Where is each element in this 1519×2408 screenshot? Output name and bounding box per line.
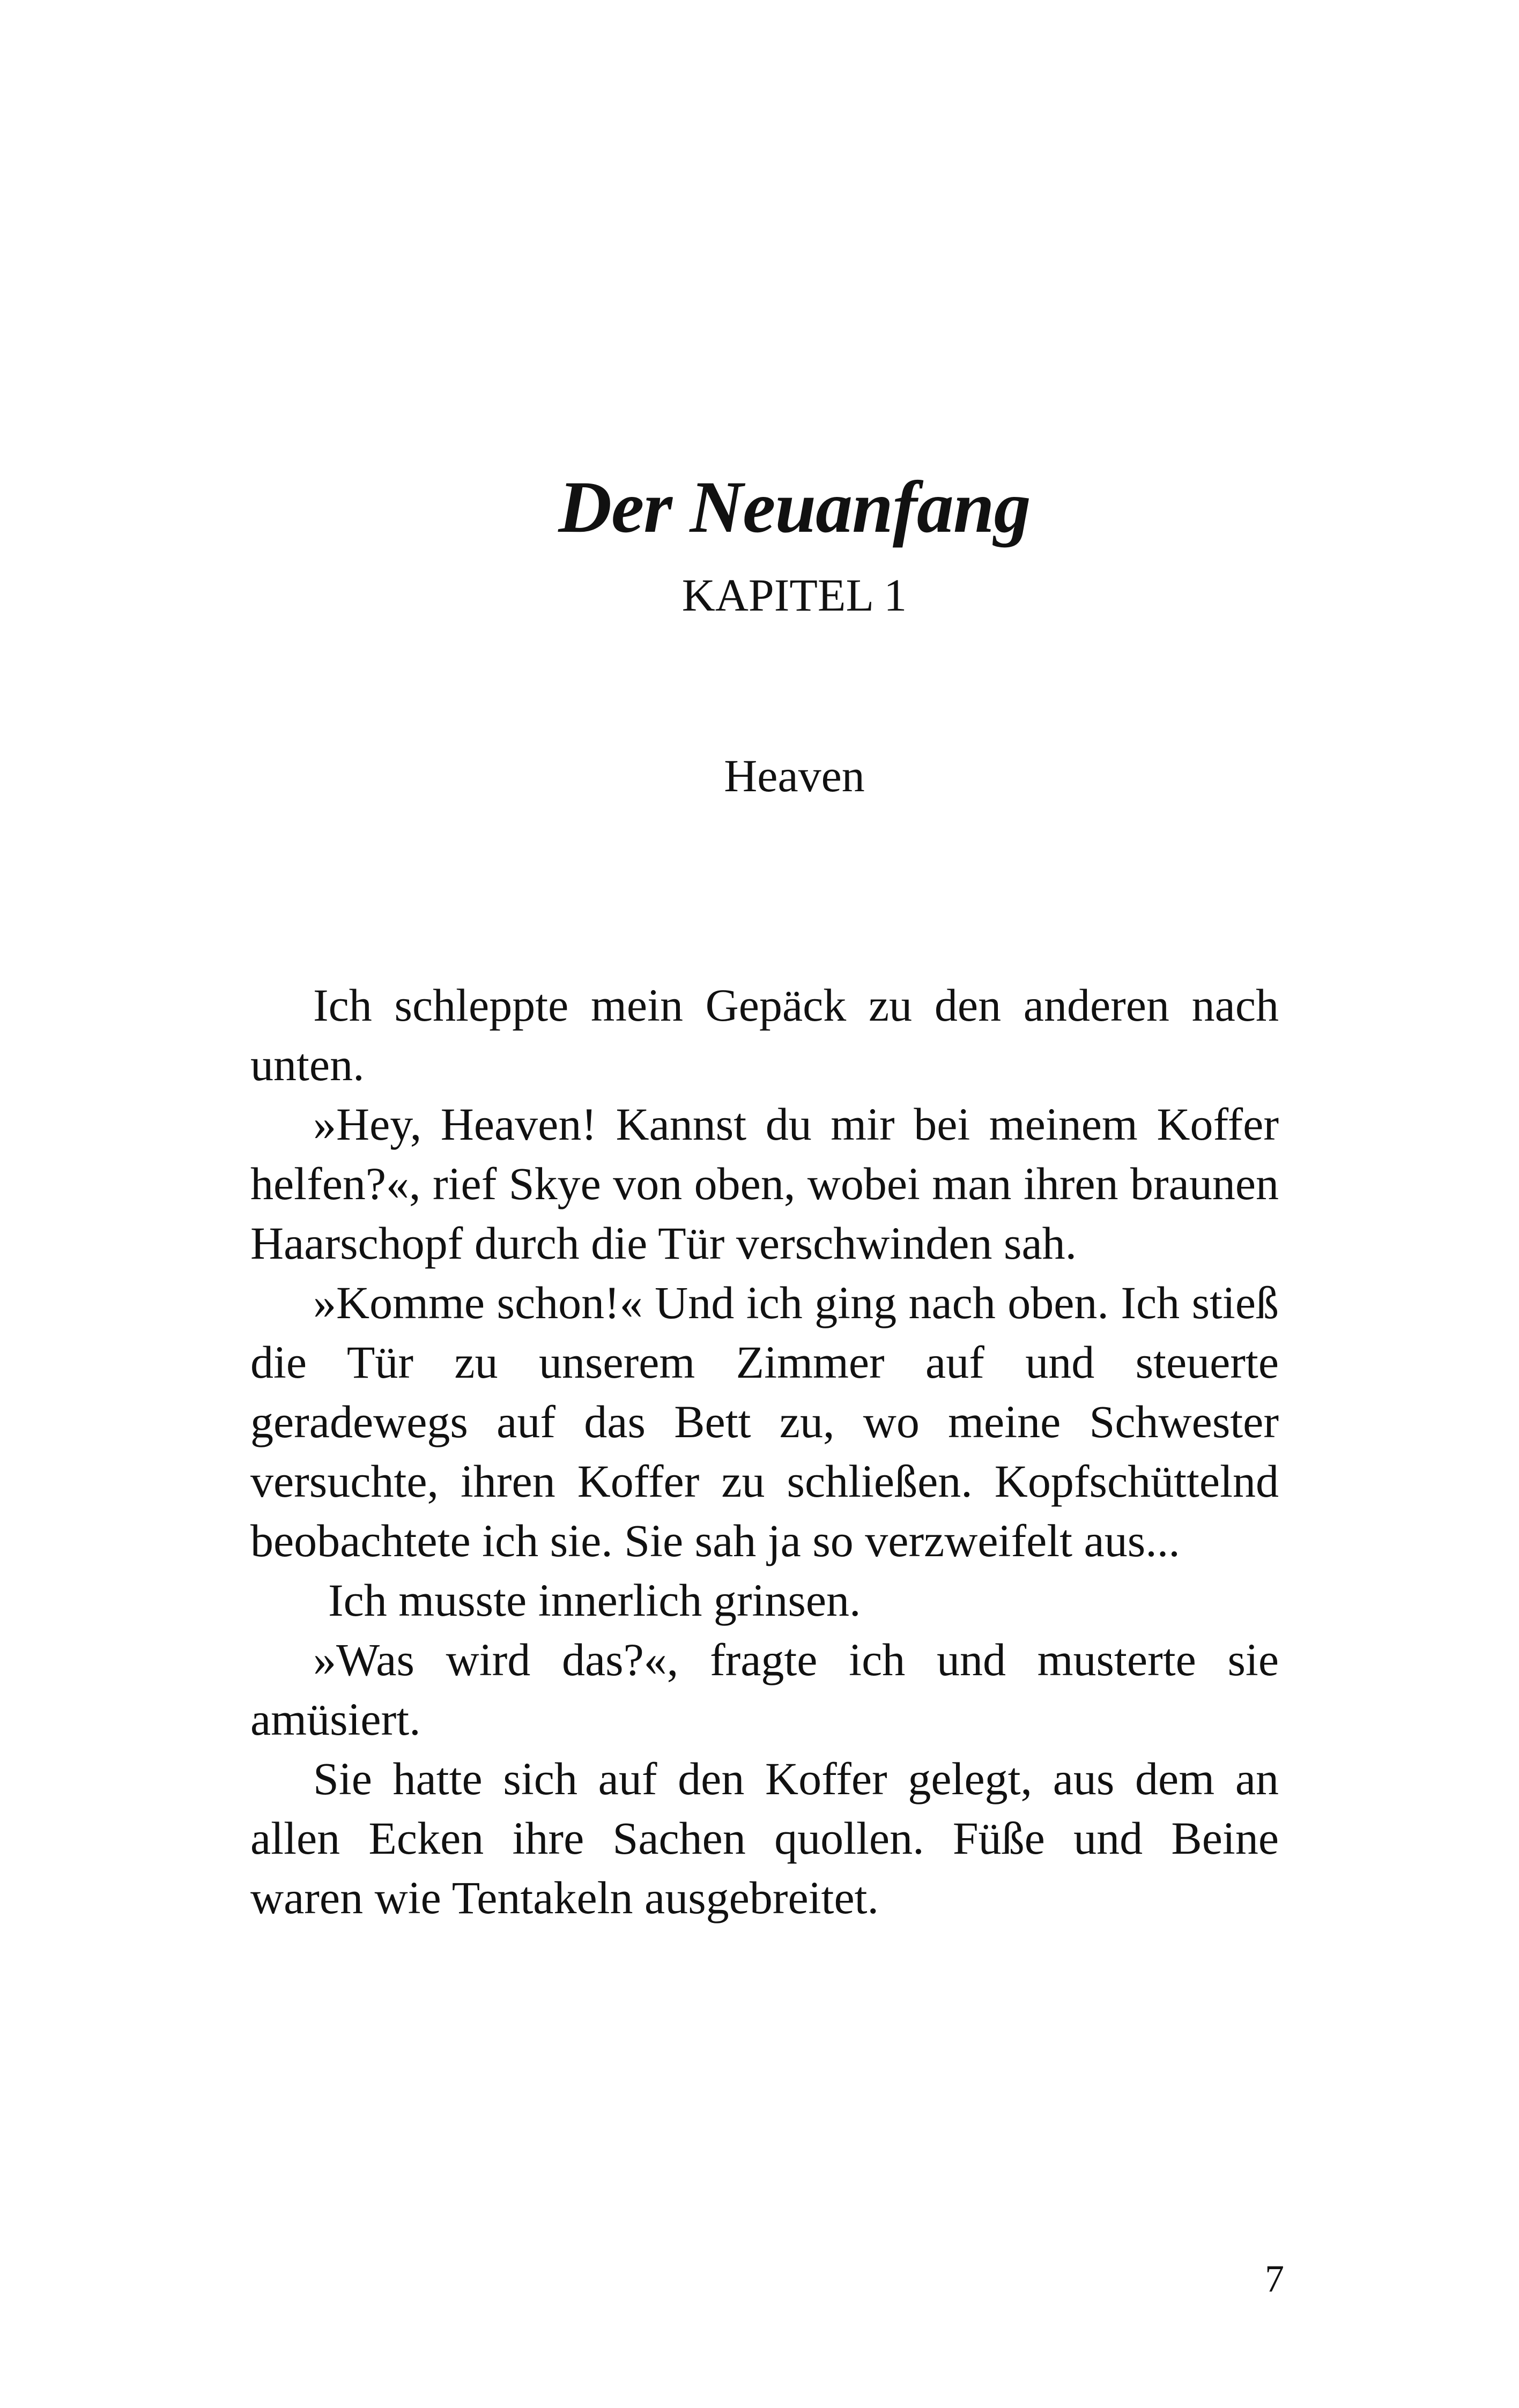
chapter-number: KAPITEL 1 xyxy=(681,569,907,621)
paragraph: »Was wird das?«, fragte ich und musterte sie amüsiert. xyxy=(250,1634,1279,1745)
paragraph: Sie hatte sich auf den Koffer gelegt, aus dem an allen Ecken ihre Sachen quollen. Füße und Beine waren wie Tentakeln ausgebreitet. xyxy=(250,1753,1279,1923)
paragraph: »Komme schon!« Und ich ging nach oben. Ich stieß die Tür zu unserem Zimmer auf und steuerte geradewegs auf das Bett zu, wo meine Schwester versuchte, ihren Koffer zu schließen. Kopfschüttelnd beobachtete ich sie. Sie sah ja so verzweifelt aus... xyxy=(250,1277,1279,1566)
chapter-title: Der Neuanfang xyxy=(558,466,1031,548)
page-number: 7 xyxy=(1265,2257,1284,2300)
paragraph: Ich schleppte mein Gepäck zu den anderen nach unten. xyxy=(250,979,1279,1090)
paragraph: »Hey, Heaven! Kannst du mir bei meinem Koffer helfen?«, rief Skye von oben, wobei man ihren braunen Haarschopf durch die Tür verschwinden sah. xyxy=(250,1098,1279,1269)
chapter-pov-name: Heaven xyxy=(724,750,865,801)
paragraph: Ich musste innerlich grinsen. xyxy=(328,1574,861,1626)
chapter-body xyxy=(250,976,1279,1928)
